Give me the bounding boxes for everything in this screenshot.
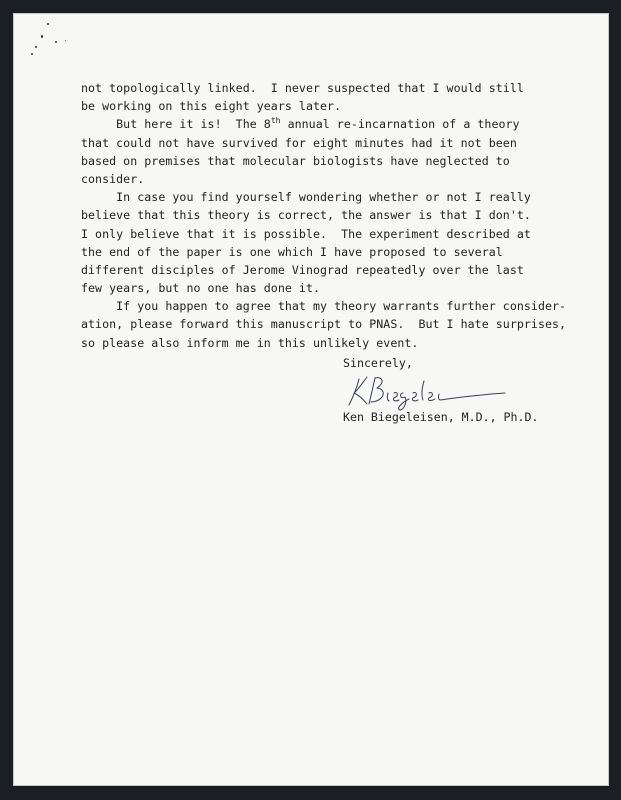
body-line-3-start: But here it is! The 8 (81, 117, 271, 132)
letter-body (81, 79, 591, 352)
body-line-4: that could not have survived for eight minutes had it not been (81, 135, 517, 150)
closing-salutation: Sincerely, (343, 356, 413, 370)
ordinal-superscript: th (270, 116, 281, 126)
body-line-2: be working on this eight years later. (81, 99, 342, 114)
speck (35, 46, 37, 48)
body-line-3 (81, 115, 591, 133)
body-line-13: If you happen to agree that my theory warrants further consider- (81, 299, 567, 314)
body-line-5: based on premises that molecular biologists have neglected to (81, 153, 510, 168)
body-line-1: not topologically linked. I never suspected that I would still (81, 81, 524, 95)
speck (31, 53, 33, 55)
body-line-12: few years, but no one has done it. (81, 281, 321, 296)
body-line-10: the end of the paper is one which I have proposed to several (81, 244, 503, 259)
body-line-14: ation, please forward this manuscript to PNAS. But I hate surprises, (81, 317, 567, 332)
body-line-7: In case you find yourself wondering whether or not I really (81, 190, 531, 205)
body-line-6: consider. (81, 171, 145, 186)
signer-name: Ken Biegeleisen, M.D., Ph.D. (343, 410, 539, 424)
body-line-3-end: annual re-incarnation of a theory (280, 117, 520, 132)
body-line-9: I only believe that it is possible. The experiment described at (81, 226, 531, 241)
speck (55, 41, 57, 43)
speck (41, 35, 43, 38)
speck (47, 23, 49, 25)
body-line-11: different disciples of Jerome Vinograd repeatedly over the last (81, 262, 524, 277)
body-line-8: believe that this theory is correct, the answer is that I don't. (81, 208, 531, 223)
speck (65, 40, 66, 41)
letter-page (13, 13, 609, 786)
body-line-15: so please also inform me in this unlikely event. (81, 335, 419, 350)
handwritten-signature (345, 371, 515, 411)
